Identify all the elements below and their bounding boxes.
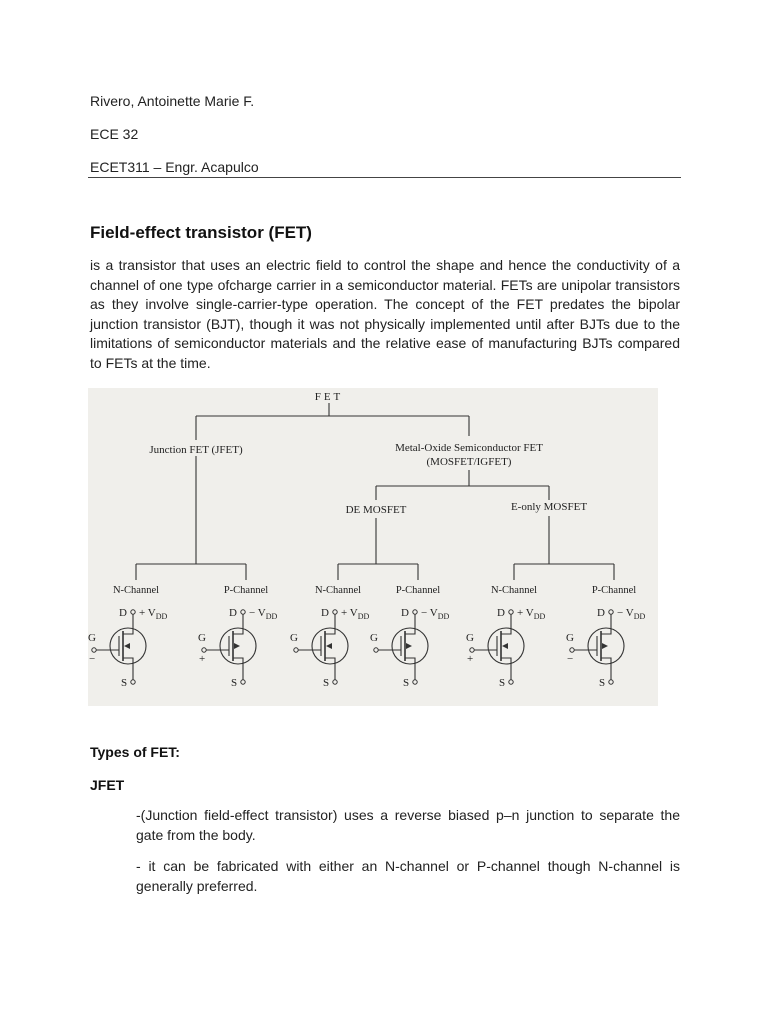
tree-connectors [136,403,614,580]
fet-tree-diagram [88,388,658,706]
vdd-label: + $V_{DD}$ [341,607,370,621]
channel-arrow [502,643,508,649]
header-divider [88,177,681,178]
transistor-symbol-5 [466,585,545,689]
channel-arrow [602,643,608,649]
source-terminal [241,680,245,684]
drain-terminal [609,610,613,614]
vdd-label: + $V_{DD}$ [139,607,168,621]
source-label: S [499,677,506,689]
transistor-symbol-4 [370,585,449,689]
channel-label: N-Channel [112,585,160,596]
channel-arrow [234,643,240,649]
gate-sign: + [467,653,474,665]
jfet-point-1: -(Junction field-effect transistor) uses a reverse biased p–n junction to separate the gate from the body. [136,807,680,843]
subject-line: ECET311 – Engr. Acapulco [90,159,259,175]
vdd-label: − $V_{DD}$ [617,607,646,621]
drain-label: D [229,607,237,619]
source-terminal [333,680,337,684]
gate-terminal [294,648,298,652]
gate-sign: − [89,653,96,665]
jfet-point-2: - it can be fabricated with either an N-channel or P-channel though N-channel is generally preferred. [136,858,680,894]
source-label: S [121,677,128,689]
de-mosfet-label: DE MOSFET [345,504,407,516]
gate-label: G [88,632,96,644]
source-label: S [231,677,238,689]
gate-label: G [370,632,378,644]
gate-label: G [290,632,298,644]
drain-terminal [241,610,245,614]
source-terminal [609,680,613,684]
section-title: Field-effect transistor (FET) [90,223,312,242]
transistor-symbol-6 [566,585,645,689]
source-terminal [509,680,513,684]
gate-label: G [466,632,474,644]
course-code: ECE 32 [90,126,139,142]
gate-terminal [374,648,378,652]
channel-label: P-Channel [395,585,441,596]
channel-label: N-Channel [490,585,538,596]
fet-root-label: FET [314,391,344,403]
gate-label: G [198,632,206,644]
mosfet-label-line1: Metal-Oxide Semiconductor FET [395,442,543,454]
gate-terminal [92,648,96,652]
transistor-symbol-2 [198,585,277,689]
channel-arrow [326,643,332,649]
types-heading: Types of FET: [90,744,180,760]
source-label: S [323,677,330,689]
source-label: S [403,677,410,689]
channel-arrow [124,643,130,649]
author-name: Rivero, Antoinette Marie F. [90,93,255,109]
transistor-symbol-3 [290,585,369,689]
gate-terminal [570,648,574,652]
drain-label: D [597,607,605,619]
gate-label: G [566,632,574,644]
intro-paragraph: is a transistor that uses an electric field to control the shape and hence the conductivity of a channel of one type ofcharge carrier in a semiconductor material. FETs are unipolar transistors as they involve single-carrier-type operation. The concept of the FET predates the bipolar junction transistor (BJT), though it was not physically implemented until after BJTs due to the limitations of semiconductor materials and the relative ease of manufacturing BJTs compared to FETs at the time. [90,257,680,371]
drain-terminal [413,610,417,614]
drain-label: D [497,607,505,619]
drain-label: D [119,607,127,619]
source-terminal [131,680,135,684]
channel-arrow [406,643,412,649]
jfet-label: Junction FET (JFET) [149,444,243,456]
fet-classification-figure [88,388,658,706]
source-label: S [599,677,606,689]
transistor-symbols [88,585,645,689]
drain-label: D [321,607,329,619]
drain-terminal [509,610,513,614]
mosfet-label-line2: (MOSFET/IGFET) [426,456,512,468]
vdd-label: + $V_{DD}$ [517,607,546,621]
drain-terminal [131,610,135,614]
drain-terminal [333,610,337,614]
channel-label: P-Channel [223,585,269,596]
gate-terminal [202,648,206,652]
drain-label: D [401,607,409,619]
channel-label: N-Channel [314,585,362,596]
gate-sign: − [567,653,574,665]
channel-label: P-Channel [591,585,637,596]
e-only-mosfet-label: E-only MOSFET [510,501,588,513]
source-terminal [413,680,417,684]
jfet-heading: JFET [90,777,125,793]
vdd-label: − $V_{DD}$ [421,607,450,621]
gate-terminal [470,648,474,652]
vdd-label: − $V_{DD}$ [249,607,278,621]
gate-sign: + [199,653,206,665]
transistor-symbol-1 [88,585,167,689]
